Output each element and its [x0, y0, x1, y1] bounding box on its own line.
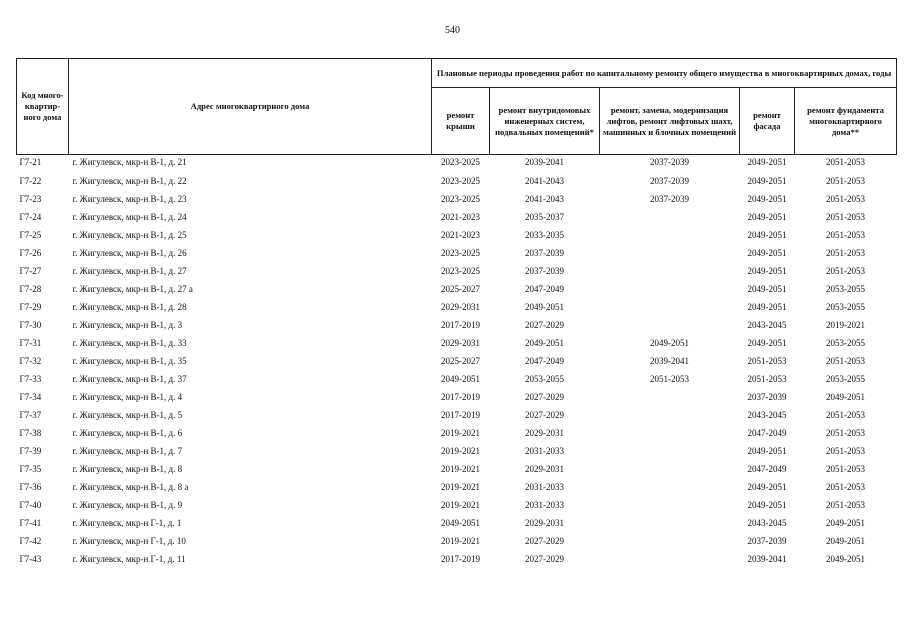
cell-engineering: 2027-2029 — [525, 536, 564, 546]
cell-foundation: 2051-2053 — [826, 230, 866, 240]
cell-foundation: 2019-2021 — [826, 320, 866, 330]
cell-code: Г7-36 — [19, 482, 42, 492]
cell-facade: 2037-2039 — [747, 536, 787, 546]
cell-foundation: 2049-2051 — [826, 518, 866, 528]
cell-foundation: 2051-2053 — [826, 176, 866, 186]
cell-facade: 2049-2051 — [747, 157, 787, 167]
cell-facade: 2049-2051 — [747, 500, 787, 510]
cell-facade: 2049-2051 — [747, 266, 787, 276]
cell-address: г. Жигулевск, мкр-н В-1, д. 33 — [72, 338, 187, 348]
cell-facade: 2049-2051 — [747, 248, 787, 258]
cell-foundation: 2051-2053 — [826, 428, 866, 438]
cell-lifts — [600, 208, 740, 226]
cell-foundation: 2051-2053 — [826, 212, 866, 222]
cell-address: г. Жигулевск, мкр-н В-1, д. 23 — [72, 194, 187, 204]
table-body — [17, 155, 897, 569]
cell-engineering: 2037-2039 — [525, 248, 564, 258]
cell-foundation: 2051-2053 — [826, 194, 866, 204]
cell-engineering: 2039-2041 — [525, 157, 564, 167]
cell-roof: 2019-2021 — [441, 482, 480, 492]
table-row — [17, 352, 897, 370]
cell-foundation: 2051-2053 — [826, 446, 866, 456]
cell-lifts — [600, 442, 740, 460]
cell-roof: 2029-2031 — [441, 338, 480, 348]
table-row — [17, 442, 897, 460]
cell-code: Г7-33 — [19, 374, 42, 384]
cell-roof: 2021-2023 — [441, 230, 480, 240]
cell-foundation: 2051-2053 — [826, 157, 866, 167]
cell-engineering: 2031-2033 — [525, 446, 564, 456]
cell-roof: 2017-2019 — [441, 554, 480, 564]
cell-code: Г7-22 — [19, 176, 42, 186]
cell-facade: 2049-2051 — [747, 230, 787, 240]
cell-lifts — [600, 244, 740, 262]
cell-engineering: 2041-2043 — [525, 176, 564, 186]
cell-roof: 2023-2025 — [441, 194, 480, 204]
cell-address: г. Жигулевск, мкр-н В-1, д. 4 — [72, 392, 183, 402]
cell-address: г. Жигулевск, мкр-н В-1, д. 24 — [72, 212, 187, 222]
table-row — [17, 550, 897, 568]
table-row — [17, 190, 897, 208]
cell-lifts — [600, 280, 740, 298]
repair-schedule-table-wrapper — [16, 58, 896, 568]
page-number: 540 — [445, 25, 460, 36]
cell-address: г. Жигулевск, мкр-н В-1, д. 8 — [72, 464, 183, 474]
cell-facade: 2043-2045 — [747, 518, 787, 528]
cell-engineering: 2027-2029 — [525, 320, 564, 330]
cell-lifts — [600, 226, 740, 244]
cell-roof: 2023-2025 — [441, 157, 480, 167]
cell-foundation: 2049-2051 — [826, 554, 866, 564]
cell-lifts — [600, 460, 740, 478]
cell-roof: 2019-2021 — [441, 536, 480, 546]
cell-code: Г7-35 — [19, 464, 42, 474]
cell-facade: 2047-2049 — [747, 428, 787, 438]
table-row — [17, 514, 897, 532]
cell-address: г. Жигулевск, мкр-н В-1, д. 8 а — [72, 482, 189, 492]
cell-engineering: 2029-2031 — [525, 518, 564, 528]
cell-foundation: 2049-2051 — [826, 536, 866, 546]
cell-address: г. Жигулевск, мкр-н В-1, д. 26 — [72, 248, 187, 258]
cell-address: г. Жигулевск, мкр-н В-1, д. 3 — [72, 320, 183, 330]
cell-lifts — [600, 514, 740, 532]
cell-facade: 2043-2045 — [747, 320, 787, 330]
cell-foundation: 2051-2053 — [826, 266, 866, 276]
cell-foundation: 2053-2055 — [826, 374, 866, 384]
cell-facade: 2051-2053 — [747, 374, 787, 384]
cell-address: г. Жигулевск, мкр-н В-1, д. 22 — [72, 176, 187, 186]
cell-code: Г7-21 — [19, 157, 42, 167]
cell-roof: 2017-2019 — [441, 320, 480, 330]
cell-address: г. Жигулевск, мкр-н В-1, д. 21 — [72, 157, 187, 167]
cell-facade: 2049-2051 — [747, 482, 787, 492]
cell-lifts — [600, 298, 740, 316]
cell-address: г. Жигулевск, мкр-н В-1, д. 6 — [72, 428, 183, 438]
cell-code: Г7-23 — [19, 194, 42, 204]
cell-address: г. Жигулевск, мкр-н Г-1, д. 10 — [72, 536, 186, 546]
table-row — [17, 262, 897, 280]
table-row — [17, 298, 897, 316]
cell-roof: 2023-2025 — [441, 248, 480, 258]
cell-address: г. Жигулевск, мкр-н В-1, д. 27 — [72, 266, 187, 276]
cell-code: Г7-39 — [19, 446, 42, 456]
header-lifts: ремонт, замена, модернизация лифтов, ремонт лифтовых шахт, машинных и блочных помещений — [600, 88, 740, 155]
cell-engineering: 2035-2037 — [525, 212, 564, 222]
table-row — [17, 155, 897, 173]
cell-engineering: 2053-2055 — [525, 374, 564, 384]
cell-code: Г7-27 — [19, 266, 42, 276]
cell-code: Г7-37 — [19, 410, 42, 420]
cell-code: Г7-43 — [19, 554, 42, 564]
cell-address: г. Жигулевск, мкр-н В-1, д. 5 — [72, 410, 183, 420]
cell-foundation: 2053-2055 — [826, 284, 866, 294]
cell-address: г. Жигулевск, мкр-н В-1, д. 27 а — [72, 284, 193, 294]
cell-roof: 2049-2051 — [441, 374, 480, 384]
cell-code: Г7-29 — [19, 302, 42, 312]
cell-engineering: 2049-2051 — [525, 338, 564, 348]
cell-lifts — [600, 532, 740, 550]
cell-engineering: 2037-2039 — [525, 266, 564, 276]
cell-engineering: 2047-2049 — [525, 356, 564, 366]
cell-roof: 2029-2031 — [441, 302, 480, 312]
table-row — [17, 532, 897, 550]
repair-schedule-table — [16, 58, 897, 568]
cell-lifts — [600, 550, 740, 568]
table-row — [17, 424, 897, 442]
cell-facade: 2037-2039 — [747, 392, 787, 402]
cell-facade: 2049-2051 — [747, 284, 787, 294]
cell-lifts — [600, 424, 740, 442]
table-row — [17, 316, 897, 334]
cell-facade: 2049-2051 — [747, 212, 787, 222]
cell-foundation: 2053-2055 — [826, 302, 866, 312]
cell-address: г. Жигулевск, мкр-н В-1, д. 25 — [72, 230, 187, 240]
cell-facade: 2039-2041 — [747, 554, 787, 564]
cell-foundation: 2053-2055 — [826, 338, 866, 348]
cell-lifts — [600, 388, 740, 406]
cell-foundation: 2051-2053 — [826, 410, 866, 420]
cell-code: Г7-28 — [19, 284, 42, 294]
cell-engineering: 2031-2033 — [525, 500, 564, 510]
cell-lifts: 2037-2039 — [650, 157, 689, 167]
cell-lifts — [600, 496, 740, 514]
cell-engineering: 2027-2029 — [525, 410, 564, 420]
cell-foundation: 2051-2053 — [826, 500, 866, 510]
cell-code: Г7-26 — [19, 248, 42, 258]
header-foundation: ремонт фундамента многоквартирного дома** — [795, 88, 897, 155]
cell-address: г. Жигулевск, мкр-н В-1, д. 35 — [72, 356, 187, 366]
header-periods-group: Плановые периоды проведения работ по капитальному ремонту общего имущества в многоквартирных домах, годы — [432, 59, 897, 88]
cell-lifts: 2037-2039 — [650, 194, 689, 204]
cell-address: г. Жигулевск, мкр-н В-1, д. 7 — [72, 446, 183, 456]
table-header — [17, 59, 897, 155]
table-row — [17, 244, 897, 262]
table-row — [17, 496, 897, 514]
cell-engineering: 2041-2043 — [525, 194, 564, 204]
cell-foundation: 2051-2053 — [826, 248, 866, 258]
cell-address: г. Жигулевск, мкр-н В-1, д. 37 — [72, 374, 187, 384]
cell-code: Г7-41 — [19, 518, 42, 528]
cell-lifts: 2037-2039 — [650, 176, 689, 186]
cell-engineering: 2027-2029 — [525, 392, 564, 402]
cell-engineering: 2033-2035 — [525, 230, 564, 240]
cell-foundation: 2051-2053 — [826, 482, 866, 492]
table-row — [17, 370, 897, 388]
cell-engineering: 2047-2049 — [525, 284, 564, 294]
cell-facade: 2049-2051 — [747, 338, 787, 348]
cell-facade: 2049-2051 — [747, 446, 787, 456]
header-engineering: ремонт внутридомовых инженерных систем, подвальных помещений* — [490, 88, 600, 155]
table-row — [17, 226, 897, 244]
table-row — [17, 208, 897, 226]
header-facade: ремонт фасада — [740, 88, 795, 155]
cell-address: г. Жигулевск, мкр-н Г-1, д. 11 — [72, 554, 186, 564]
cell-engineering: 2027-2029 — [525, 554, 564, 564]
cell-roof: 2025-2027 — [441, 356, 480, 366]
cell-lifts: 2051-2053 — [650, 374, 689, 384]
cell-code: Г7-30 — [19, 320, 42, 330]
cell-code: Г7-38 — [19, 428, 42, 438]
cell-lifts — [600, 262, 740, 280]
cell-facade: 2047-2049 — [747, 464, 787, 474]
cell-roof: 2023-2025 — [441, 176, 480, 186]
cell-roof: 2023-2025 — [441, 266, 480, 276]
cell-lifts — [600, 316, 740, 334]
cell-address: г. Жигулевск, мкр-н В-1, д. 28 — [72, 302, 187, 312]
table-row — [17, 478, 897, 496]
table-row — [17, 280, 897, 298]
cell-roof: 2019-2021 — [441, 464, 480, 474]
table-row — [17, 334, 897, 352]
header-address: Адрес многоквартирного дома — [69, 59, 432, 155]
header-code: Код много-квартир-ного дома — [17, 59, 69, 155]
cell-code: Г7-34 — [19, 392, 42, 402]
table-row — [17, 388, 897, 406]
cell-engineering: 2049-2051 — [525, 302, 564, 312]
cell-foundation: 2051-2053 — [826, 464, 866, 474]
cell-roof: 2021-2023 — [441, 212, 480, 222]
cell-code: Г7-24 — [19, 212, 42, 222]
table-row — [17, 460, 897, 478]
cell-code: Г7-42 — [19, 536, 42, 546]
cell-lifts: 2049-2051 — [650, 338, 689, 348]
cell-engineering: 2031-2033 — [525, 482, 564, 492]
cell-foundation: 2051-2053 — [826, 356, 866, 366]
cell-address: г. Жигулевск, мкр-н В-1, д. 9 — [72, 500, 183, 510]
cell-code: Г7-32 — [19, 356, 42, 366]
cell-lifts — [600, 406, 740, 424]
cell-code: Г7-31 — [19, 338, 42, 348]
table-row — [17, 172, 897, 190]
cell-facade: 2049-2051 — [747, 302, 787, 312]
cell-roof: 2017-2019 — [441, 392, 480, 402]
cell-lifts: 2039-2041 — [650, 356, 689, 366]
cell-lifts — [600, 478, 740, 496]
table-row — [17, 406, 897, 424]
cell-engineering: 2029-2031 — [525, 428, 564, 438]
cell-engineering: 2029-2031 — [525, 464, 564, 474]
cell-roof: 2017-2019 — [441, 410, 480, 420]
cell-code: Г7-25 — [19, 230, 42, 240]
cell-facade: 2049-2051 — [747, 176, 787, 186]
cell-facade: 2043-2045 — [747, 410, 787, 420]
cell-roof: 2025-2027 — [441, 284, 480, 294]
cell-roof: 2019-2021 — [441, 500, 480, 510]
cell-code: Г7-40 — [19, 500, 42, 510]
cell-roof: 2019-2021 — [441, 428, 480, 438]
cell-roof: 2019-2021 — [441, 446, 480, 456]
cell-foundation: 2049-2051 — [826, 392, 866, 402]
cell-address: г. Жигулевск, мкр-н Г-1, д. 1 — [72, 518, 182, 528]
cell-facade: 2051-2053 — [747, 356, 787, 366]
cell-facade: 2049-2051 — [747, 194, 787, 204]
cell-roof: 2049-2051 — [441, 518, 480, 528]
header-roof: ремонт крыши — [432, 88, 490, 155]
